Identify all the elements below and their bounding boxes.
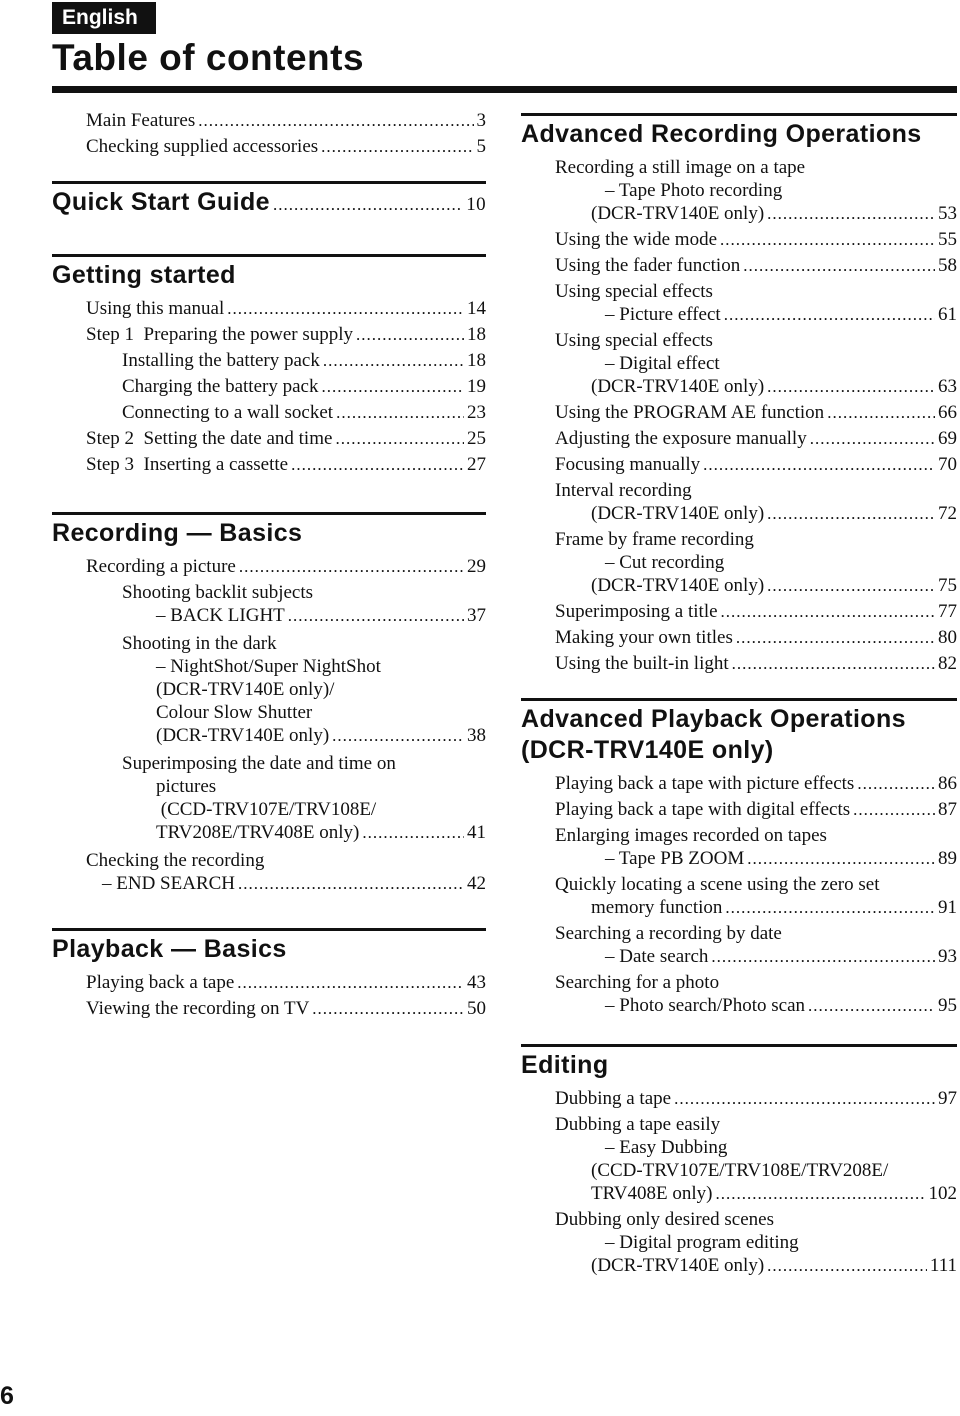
toc-entry[interactable] bbox=[521, 798, 957, 821]
toc-label: (CCD-TRV107E/TRV108E/TRV208E/ bbox=[591, 1160, 889, 1181]
leader-dots bbox=[767, 375, 935, 398]
toc-page: 93 bbox=[938, 946, 957, 967]
toc-entry[interactable] bbox=[521, 971, 957, 1017]
toc-entry[interactable] bbox=[52, 297, 486, 320]
toc-page: 43 bbox=[467, 972, 486, 993]
toc-label: Recording a still image on a tape bbox=[555, 157, 806, 178]
toc-label: TRV208E/TRV408E only) bbox=[156, 822, 360, 843]
section-heading: Quick Start Guide bbox=[52, 188, 270, 216]
toc-page: 42 bbox=[467, 873, 486, 894]
toc-entry[interactable] bbox=[521, 254, 957, 277]
toc-label: Dubbing a tape bbox=[555, 1088, 672, 1109]
heading-line: Advanced Playback Operations bbox=[521, 705, 906, 733]
section-rule bbox=[521, 1044, 957, 1047]
toc-page: 25 bbox=[467, 428, 486, 449]
toc-page: 55 bbox=[938, 229, 957, 250]
leader-dots bbox=[198, 109, 473, 132]
toc-label: Enlarging images recorded on tapes bbox=[555, 825, 827, 846]
toc-label: – END SEARCH bbox=[102, 873, 236, 894]
section-rule bbox=[52, 512, 486, 515]
toc-label: – Digital program editing bbox=[605, 1232, 799, 1253]
leader-dots bbox=[747, 847, 935, 870]
toc-label: (DCR-TRV140E only) bbox=[591, 503, 765, 524]
toc-label: Playing back a tape with picture effects bbox=[555, 773, 855, 794]
leader-dots bbox=[335, 427, 464, 450]
toc-page: 19 bbox=[467, 376, 486, 397]
leader-dots bbox=[703, 453, 935, 476]
toc-entry[interactable] bbox=[52, 632, 486, 747]
toc-label: Searching for a photo bbox=[555, 972, 720, 993]
left-column bbox=[52, 0, 486, 1416]
intro-section bbox=[52, 109, 486, 158]
toc-entry[interactable] bbox=[521, 453, 957, 476]
toc-label: Shooting in the dark bbox=[122, 633, 277, 654]
toc-entry[interactable] bbox=[521, 873, 957, 919]
toc-entry[interactable] bbox=[52, 349, 486, 372]
leader-dots bbox=[724, 303, 935, 326]
toc-entry[interactable] bbox=[521, 922, 957, 968]
toc-entry[interactable] bbox=[521, 626, 957, 649]
toc-entry[interactable] bbox=[521, 772, 957, 795]
leader-dots bbox=[332, 724, 464, 747]
toc-entry[interactable] bbox=[52, 849, 486, 895]
toc-label: Step 1 Preparing the power supply bbox=[86, 324, 354, 345]
leader-dots bbox=[810, 427, 935, 450]
toc-entry[interactable] bbox=[521, 479, 957, 525]
toc-page: 23 bbox=[467, 402, 486, 423]
toc-entry[interactable] bbox=[521, 401, 957, 424]
toc-page: 10 bbox=[466, 194, 486, 215]
leader-dots bbox=[808, 994, 935, 1017]
recording-basics-section bbox=[52, 512, 486, 895]
toc-page: 63 bbox=[938, 376, 957, 397]
leader-dots bbox=[237, 971, 464, 994]
toc-page: 80 bbox=[938, 627, 957, 648]
toc-label: (DCR-TRV140E only) bbox=[591, 376, 765, 397]
toc-entry[interactable] bbox=[52, 997, 486, 1020]
toc-label: Shooting backlit subjects bbox=[122, 582, 314, 603]
toc-page: 53 bbox=[938, 203, 957, 224]
toc-page: 27 bbox=[467, 454, 486, 475]
section-heading: Editing bbox=[521, 1051, 609, 1079]
toc-label: (DCR-TRV140E only) bbox=[591, 1255, 765, 1276]
toc-label: – Easy Dubbing bbox=[605, 1137, 728, 1158]
toc-page: 97 bbox=[938, 1088, 957, 1109]
toc-page: 70 bbox=[938, 454, 957, 475]
section-rule bbox=[521, 698, 957, 701]
leader-dots bbox=[273, 189, 463, 220]
toc-label: – Photo search/Photo scan bbox=[605, 995, 806, 1016]
toc-label: Superimposing the date and time on bbox=[122, 753, 396, 774]
toc-label: (DCR-TRV140E only) bbox=[591, 203, 765, 224]
toc-label: – Digital effect bbox=[605, 353, 720, 374]
toc-entry[interactable] bbox=[52, 375, 486, 398]
right-column bbox=[521, 0, 957, 1416]
toc-page: 5 bbox=[476, 136, 486, 157]
toc-entry[interactable] bbox=[521, 600, 957, 623]
toc-page: 69 bbox=[938, 428, 957, 449]
toc-label: – Cut recording bbox=[605, 552, 725, 573]
leader-dots bbox=[674, 1087, 935, 1110]
leader-dots bbox=[853, 798, 935, 821]
toc-page: 38 bbox=[467, 725, 486, 746]
leader-dots bbox=[323, 349, 464, 372]
toc-label: Playing back a tape with digital effects bbox=[555, 799, 851, 820]
toc-label: Using the built-in light bbox=[555, 653, 729, 674]
quick-start-section bbox=[52, 181, 486, 226]
advanced-recording-section bbox=[521, 113, 957, 675]
toc-label: pictures bbox=[156, 776, 217, 797]
toc-page: 61 bbox=[938, 304, 957, 325]
leader-dots bbox=[288, 604, 464, 627]
toc-label: Dubbing a tape easily bbox=[555, 1114, 721, 1135]
page-title: Table of contents bbox=[52, 37, 365, 78]
leader-dots bbox=[227, 297, 464, 320]
toc-label: (DCR-TRV140E only) bbox=[156, 725, 330, 746]
section-heading: Playback — Basics bbox=[52, 935, 287, 963]
toc-label: Quickly locating a scene using the zero set bbox=[555, 874, 880, 895]
toc-entry[interactable] bbox=[52, 581, 486, 627]
toc-label: Viewing the recording on TV bbox=[86, 998, 310, 1019]
toc-entry[interactable] bbox=[521, 1208, 957, 1277]
leader-dots bbox=[743, 254, 935, 277]
section-heading: Getting started bbox=[52, 261, 236, 289]
toc-label: – Date search bbox=[605, 946, 709, 967]
section-rule bbox=[52, 928, 486, 931]
section-heading: Recording — Basics bbox=[52, 519, 303, 547]
toc-label: Making your own titles bbox=[555, 627, 733, 648]
leader-dots bbox=[827, 401, 935, 424]
leader-dots bbox=[857, 772, 935, 795]
leader-dots bbox=[721, 600, 935, 623]
section-rule bbox=[52, 181, 486, 184]
toc-entry[interactable] bbox=[52, 453, 486, 476]
leader-dots bbox=[356, 323, 464, 346]
section-heading bbox=[521, 704, 957, 766]
toc-label: Superimposing a title bbox=[555, 601, 718, 622]
toc-label: Main Features bbox=[86, 110, 196, 131]
toc-page: 18 bbox=[467, 324, 486, 345]
toc-label: Interval recording bbox=[555, 480, 692, 501]
leader-dots bbox=[767, 502, 935, 525]
toc-label: Using the fader function bbox=[555, 255, 741, 276]
toc-entry[interactable] bbox=[52, 187, 486, 220]
leader-dots bbox=[238, 872, 464, 895]
toc-entry[interactable] bbox=[521, 1087, 957, 1110]
toc-label: (DCR-TRV140E only) bbox=[591, 575, 765, 596]
toc-entry[interactable] bbox=[521, 280, 957, 326]
toc-label: Using special effects bbox=[555, 330, 713, 351]
toc-page: 18 bbox=[467, 350, 486, 371]
toc-label: Using special effects bbox=[555, 281, 713, 302]
leader-dots bbox=[362, 821, 464, 844]
page-number: 6 bbox=[0, 1382, 14, 1410]
toc-label: – Tape PB ZOOM bbox=[605, 848, 745, 869]
toc-entry[interactable] bbox=[52, 323, 486, 346]
toc-page: 58 bbox=[938, 255, 957, 276]
toc-entry[interactable] bbox=[52, 401, 486, 424]
toc-page: 102 bbox=[928, 1183, 957, 1204]
section-rule bbox=[521, 113, 957, 116]
toc-label: Using this manual bbox=[86, 298, 225, 319]
leader-dots bbox=[336, 401, 464, 424]
leader-dots bbox=[239, 555, 464, 578]
heading-line: (DCR-TRV140E only) bbox=[521, 736, 774, 764]
leader-dots bbox=[725, 896, 935, 919]
toc-label: Using the PROGRAM AE function bbox=[555, 402, 825, 423]
playback-basics-section bbox=[52, 928, 486, 1020]
toc-label: Installing the battery pack bbox=[122, 350, 320, 371]
toc-label: Adjusting the exposure manually bbox=[555, 428, 807, 449]
leader-dots bbox=[732, 652, 935, 675]
section-rule bbox=[52, 254, 486, 257]
toc-label: Checking supplied accessories bbox=[86, 136, 319, 157]
toc-label: (CCD-TRV107E/TRV108E/ bbox=[156, 799, 377, 820]
toc-label: (DCR-TRV140E only)/ bbox=[156, 679, 335, 700]
toc-label: – BACK LIGHT bbox=[156, 605, 285, 626]
leader-dots bbox=[720, 228, 935, 251]
toc-page: 77 bbox=[938, 601, 957, 622]
toc-page: 29 bbox=[467, 556, 486, 577]
toc-page: 111 bbox=[929, 1255, 957, 1276]
toc-entry[interactable] bbox=[52, 109, 486, 132]
toc-entry[interactable] bbox=[521, 528, 957, 597]
toc-page: 75 bbox=[938, 575, 957, 596]
toc-label: memory function bbox=[591, 897, 723, 918]
toc-page: 50 bbox=[467, 998, 486, 1019]
leader-dots bbox=[767, 574, 935, 597]
toc-label: Connecting to a wall socket bbox=[122, 402, 334, 423]
toc-label: – Picture effect bbox=[605, 304, 721, 325]
toc-page: 37 bbox=[467, 605, 486, 626]
toc-label: TRV408E only) bbox=[591, 1183, 713, 1204]
toc-label: – Tape Photo recording bbox=[605, 180, 783, 201]
toc-label: Charging the battery pack bbox=[122, 376, 319, 397]
toc-page: 41 bbox=[467, 822, 486, 843]
advanced-playback-section bbox=[521, 698, 957, 1017]
editing-section bbox=[521, 1044, 957, 1277]
toc-label: Colour Slow Shutter bbox=[156, 702, 313, 723]
toc-entry[interactable] bbox=[521, 427, 957, 450]
toc-entry[interactable] bbox=[521, 824, 957, 870]
toc-label: Searching a recording by date bbox=[555, 923, 782, 944]
leader-dots bbox=[711, 945, 935, 968]
toc-page: 72 bbox=[938, 503, 957, 524]
toc-label: Using the wide mode bbox=[555, 229, 718, 250]
toc-page: 95 bbox=[938, 995, 957, 1016]
toc-entry[interactable] bbox=[521, 1113, 957, 1205]
toc-entry[interactable] bbox=[521, 228, 957, 251]
toc-label: Recording a picture bbox=[86, 556, 236, 577]
toc-label: Step 2 Setting the date and time bbox=[86, 428, 333, 449]
toc-entry[interactable] bbox=[521, 156, 957, 225]
toc-label: Step 3 Inserting a cassette bbox=[86, 454, 289, 475]
leader-dots bbox=[715, 1182, 925, 1205]
toc-label: Focusing manually bbox=[555, 454, 701, 475]
toc-page: 3 bbox=[476, 110, 486, 131]
toc-label: Checking the recording bbox=[86, 850, 265, 871]
leader-dots bbox=[767, 1254, 927, 1277]
toc-entry[interactable] bbox=[521, 329, 957, 398]
toc-page: 66 bbox=[938, 402, 957, 423]
toc-label: – NightShot/Super NightShot bbox=[156, 656, 381, 677]
toc-page: 87 bbox=[938, 799, 957, 820]
toc-page: 91 bbox=[938, 897, 957, 918]
leader-dots bbox=[291, 453, 464, 476]
leader-dots bbox=[736, 626, 935, 649]
toc-label: Playing back a tape bbox=[86, 972, 235, 993]
getting-started-section bbox=[52, 254, 486, 476]
toc-entry[interactable] bbox=[52, 971, 486, 994]
leader-dots bbox=[321, 135, 473, 158]
leader-dots bbox=[321, 375, 464, 398]
toc-page: 82 bbox=[938, 653, 957, 674]
leader-dots bbox=[767, 202, 935, 225]
toc-entry[interactable] bbox=[52, 427, 486, 450]
section-heading: Advanced Recording Operations bbox=[521, 120, 922, 148]
toc-entry[interactable] bbox=[52, 752, 486, 844]
toc-page: 89 bbox=[938, 848, 957, 869]
toc-entry[interactable] bbox=[521, 652, 957, 675]
toc-page: 86 bbox=[938, 773, 957, 794]
leader-dots bbox=[312, 997, 464, 1020]
language-badge: English bbox=[52, 2, 156, 34]
toc-entry[interactable] bbox=[52, 555, 486, 578]
toc-label: Dubbing only desired scenes bbox=[555, 1209, 774, 1230]
toc-page: 14 bbox=[467, 298, 486, 319]
toc-label: Frame by frame recording bbox=[555, 529, 754, 550]
toc-entry[interactable] bbox=[52, 135, 486, 158]
